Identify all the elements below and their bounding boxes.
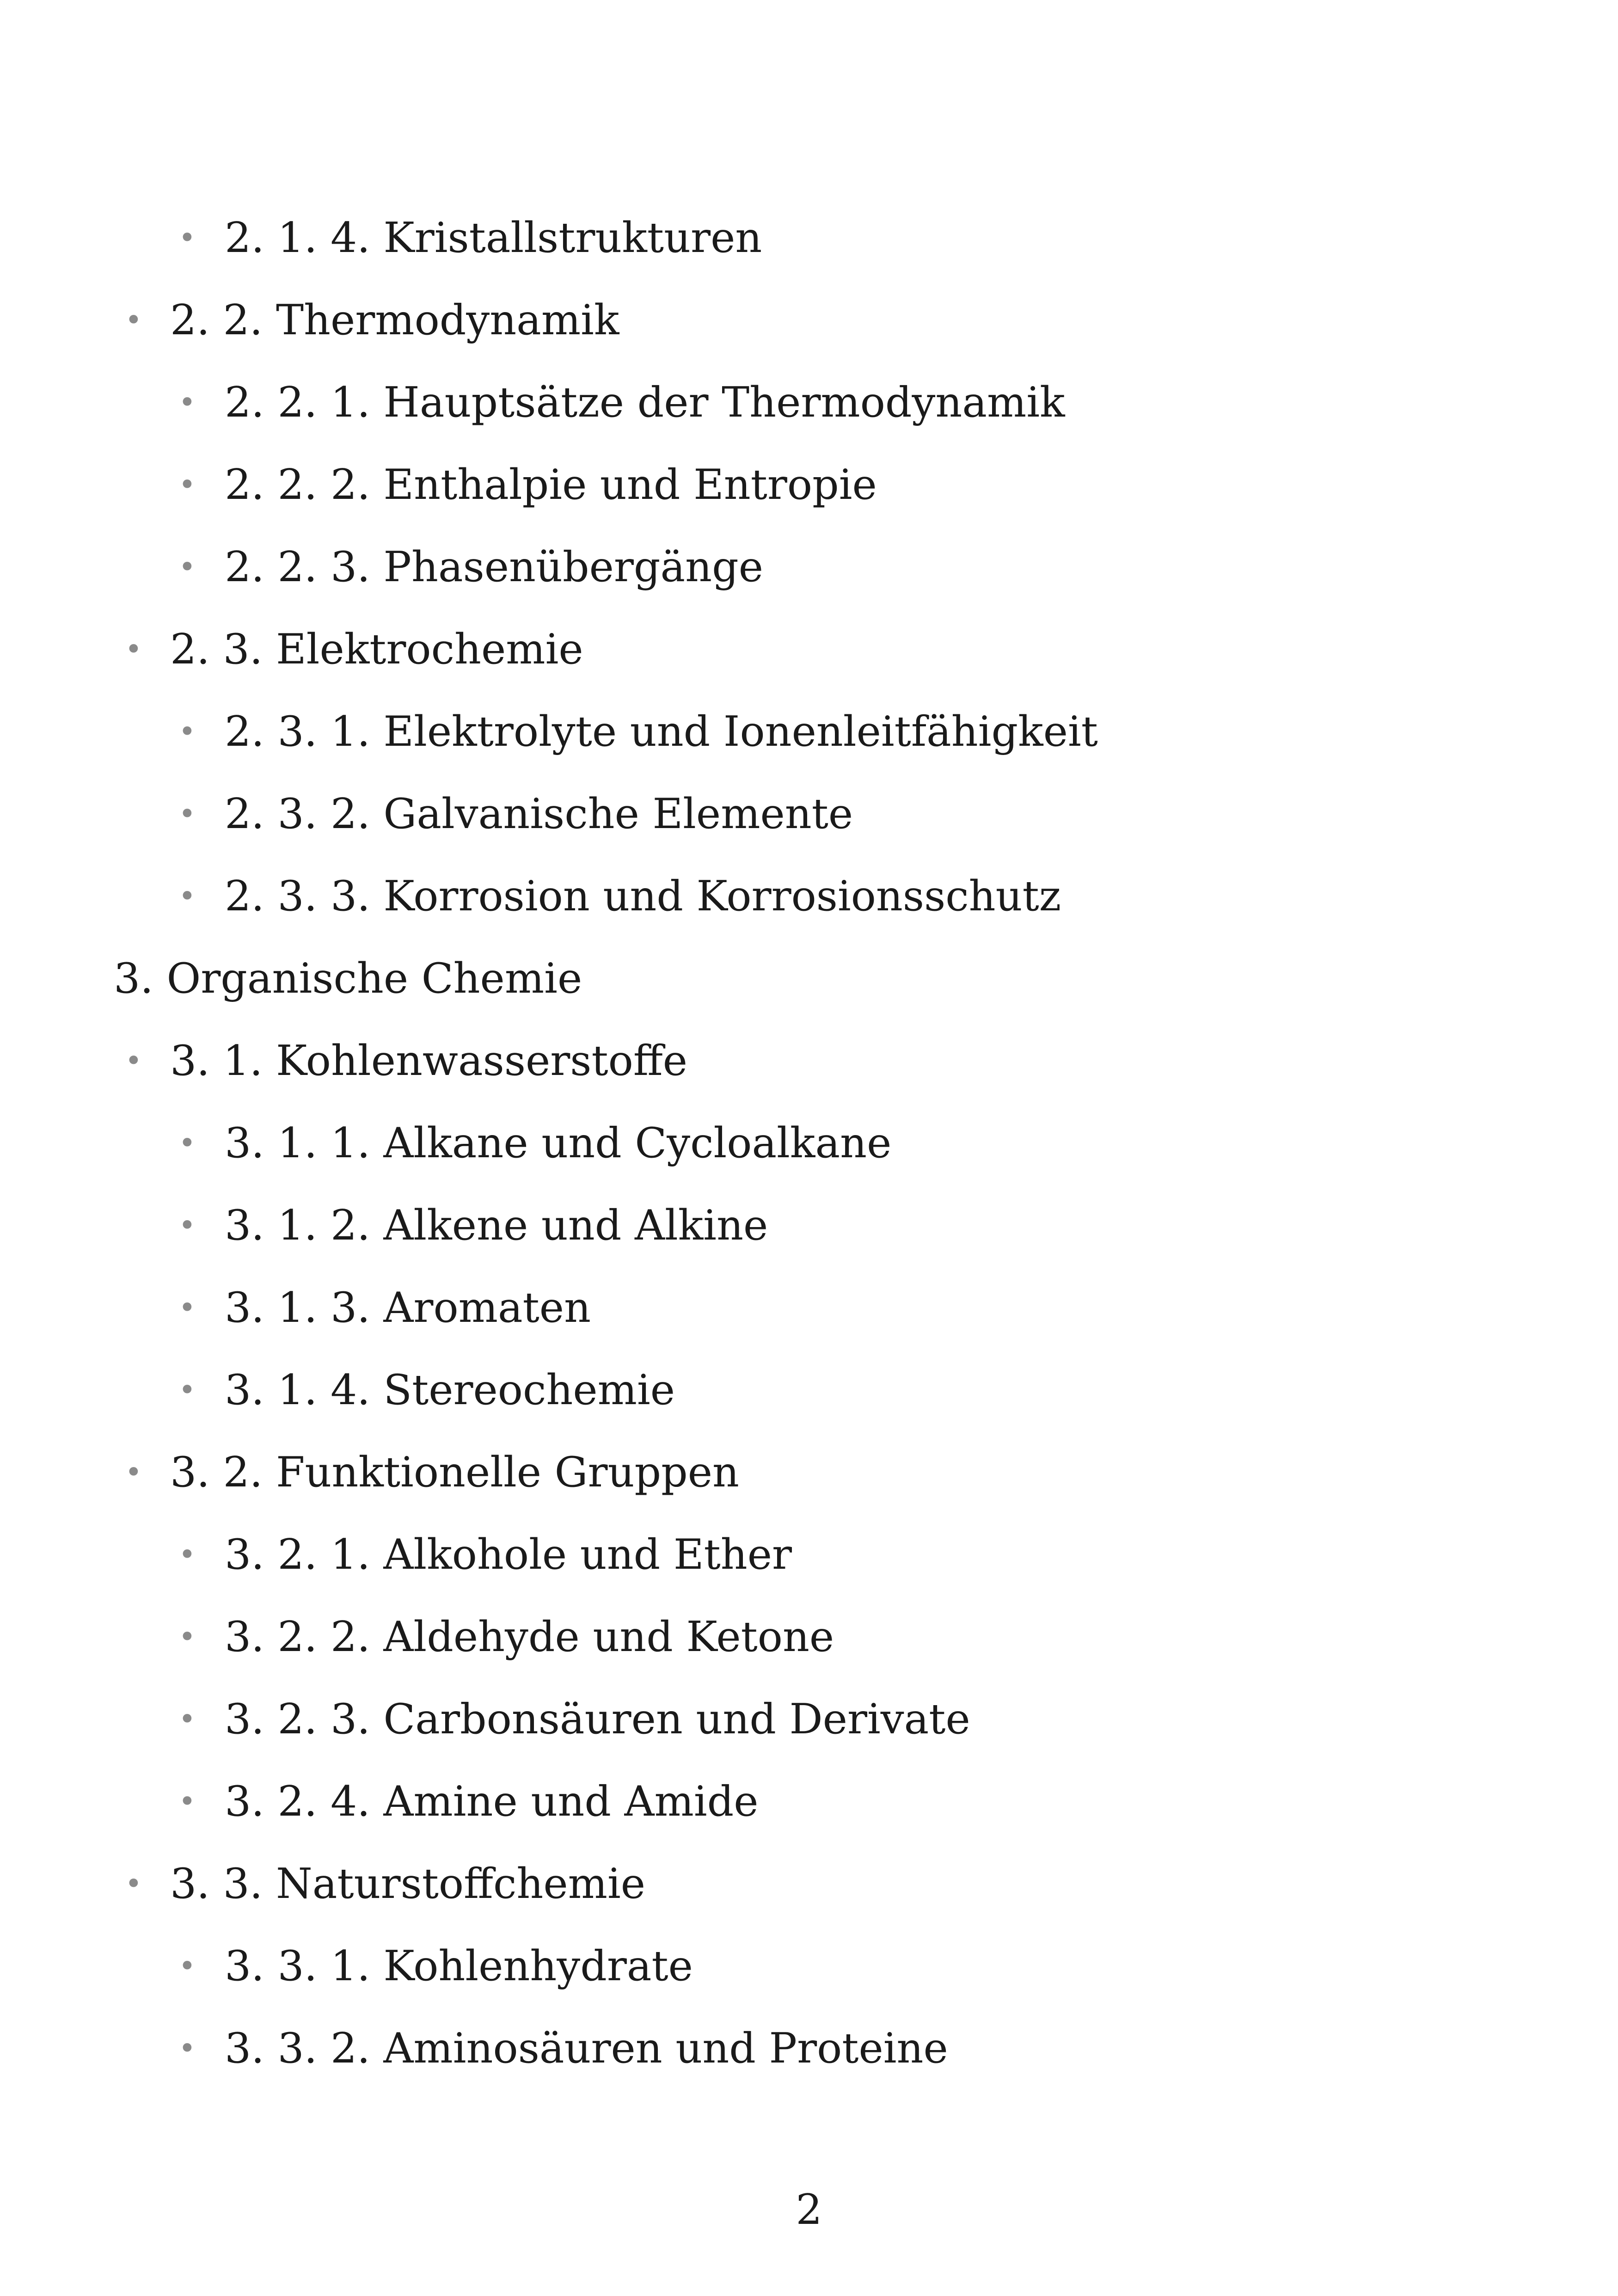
toc-list-item (0, 1761, 1618, 1843)
toc-entry-text: 3. 1. 2. Alkene und Alkine (225, 1201, 768, 1250)
toc-entry-text: 3. 2. 4. Amine und Amide (225, 1777, 759, 1826)
toc-entry-text: 3. 3. 2. Aminosäuren und Proteine (225, 2024, 948, 2073)
toc-entry-text: 2. 2. 1. Hauptsätze der Thermodynamik (225, 378, 1065, 427)
table-of-contents (0, 197, 1618, 2090)
toc-entry-text: 2. 3. 2. Galvanische Elemente (225, 790, 853, 838)
toc-entry-text: 3. 3. 1. Kohlenhydrate (225, 1942, 693, 1990)
bullet-icon: • (178, 715, 196, 749)
toc-entry-text: 2. 2. Thermodynamik (170, 296, 619, 344)
toc-entry-text: 2. 3. Elektrochemie (170, 625, 583, 674)
toc-list-item (0, 1678, 1618, 1761)
toc-list-item (0, 1431, 1618, 1514)
toc-entry-text: 3. 3. Naturstoffchemie (170, 1860, 646, 1908)
toc-entry-text: 2. 2. 2. Enthalpie und Entropie (225, 460, 877, 509)
bullet-icon: • (178, 221, 196, 255)
toc-entry-text: 3. 2. 3. Carbonsäuren und Derivate (225, 1695, 970, 1743)
bullet-icon: • (125, 632, 142, 667)
toc-list-item (0, 1925, 1618, 2007)
toc-list-item (0, 2007, 1618, 2090)
bullet-icon: • (178, 1291, 196, 1325)
toc-list-item (0, 1514, 1618, 1596)
bullet-icon: • (178, 879, 196, 914)
toc-entry-text: 3. 2. 1. Alkohole und Ether (225, 1530, 792, 1579)
toc-entry-text: 3. 2. Funktionelle Gruppen (170, 1448, 739, 1497)
toc-list-item (0, 1349, 1618, 1431)
toc-list-item (0, 526, 1618, 608)
bullet-icon: • (125, 1867, 142, 1901)
bullet-icon: • (178, 1209, 196, 1243)
toc-list-item (0, 279, 1618, 362)
toc-list-item (0, 773, 1618, 855)
bullet-icon: • (178, 1126, 196, 1160)
toc-list-item (0, 362, 1618, 444)
toc-entry-text: 3. 2. 2. Aldehyde und Ketone (225, 1613, 834, 1661)
bullet-icon: • (178, 1538, 196, 1572)
bullet-icon: • (178, 1785, 196, 1819)
toc-list-item (0, 1102, 1618, 1185)
toc-entry-text: 2. 1. 4. Kristallstrukturen (225, 214, 762, 262)
toc-entry-text: 3. 1. Kohlenwasserstoffe (170, 1037, 688, 1085)
toc-list-item (0, 1843, 1618, 1925)
bullet-icon: • (125, 303, 142, 338)
toc-entry-text: 3. 1. 4. Stereochemie (225, 1366, 675, 1414)
toc-list-item (0, 1267, 1618, 1349)
toc-heading (0, 938, 1618, 1020)
bullet-icon: • (178, 1373, 196, 1407)
toc-list-item (0, 444, 1618, 526)
toc-list-item (0, 197, 1618, 279)
bullet-icon: • (178, 1949, 196, 1983)
bullet-icon: • (178, 386, 196, 420)
bullet-icon: • (178, 1702, 196, 1737)
toc-list-item (0, 1185, 1618, 1267)
toc-list-item (0, 1020, 1618, 1102)
toc-entry-text: 3. 1. 1. Alkane und Cycloalkane (225, 1119, 892, 1167)
bullet-icon: • (178, 1620, 196, 1654)
toc-list-item (0, 1596, 1618, 1678)
bullet-icon: • (178, 550, 196, 584)
toc-list-item (0, 691, 1618, 773)
toc-entry-text: 2. 3. 3. Korrosion und Korrosionsschutz (225, 872, 1061, 921)
toc-entry-text: 2. 3. 1. Elektrolyte und Ionenleitfähigkeit (225, 707, 1098, 756)
page-number: 2 (796, 2185, 822, 2234)
toc-list-item (0, 855, 1618, 938)
bullet-icon: • (125, 1455, 142, 1490)
toc-entry-text: 3. Organische Chemie (114, 954, 582, 1003)
toc-entry-text: 3. 1. 3. Aromaten (225, 1283, 591, 1332)
bullet-icon: • (125, 1044, 142, 1078)
toc-entry-text: 2. 2. 3. Phasenübergänge (225, 543, 763, 591)
toc-list-item (0, 608, 1618, 691)
bullet-icon: • (178, 2032, 196, 2066)
bullet-icon: • (178, 468, 196, 502)
bullet-icon: • (178, 797, 196, 831)
